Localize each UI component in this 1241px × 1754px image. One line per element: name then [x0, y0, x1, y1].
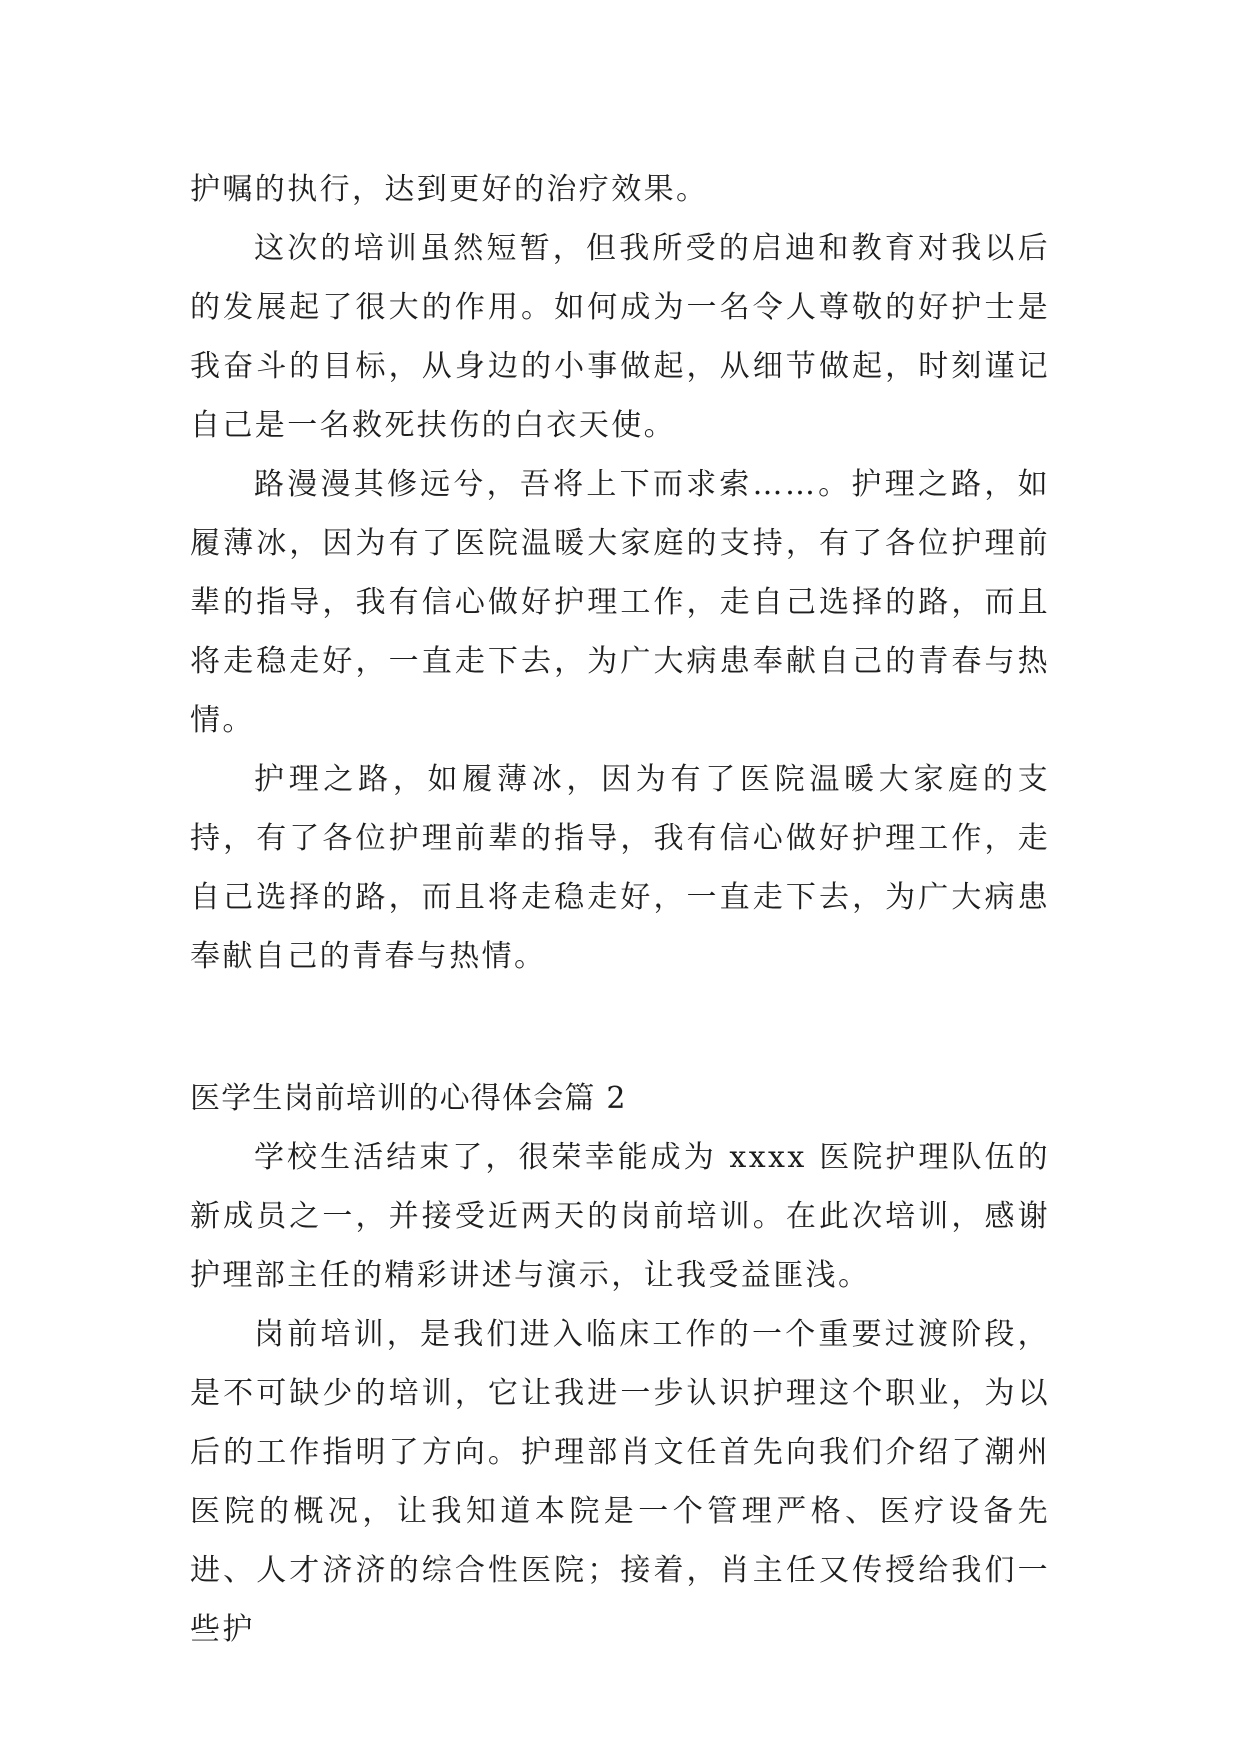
paragraph-continuation: 护嘱的执行，达到更好的治疗效果。 — [190, 172, 709, 207]
paragraph-nursing-path: 护理之路，如履薄冰，因为有了医院温暖大家庭的支持，有了各位护理前辈的指导，我有信心做好护理工作，走自己选择的路，而且将走稳走好，一直走下去，为广大病患奉献自己的青春与热情。 — [190, 762, 1050, 974]
paragraph-school-life-ends: 学校生活结束了，很荣幸能成为 xxxx 医院护理队伍的新成员之一，并接受近两天的岗前培训。在此次培训，感谢护理部主任的精彩讲述与演示，让我受益匪浅。 — [190, 1140, 1050, 1293]
paragraph-long-road: 路漫漫其修远兮，吾将上下而求索……。护理之路，如履薄冰，因为有了医院温暖大家庭的支持，有了各位护理前辈的指导，我有信心做好护理工作，走自己选择的路，而且将走稳走好，一直走下去，为广大病患奉献自己的青春与热情。 — [190, 467, 1050, 738]
section-title: 医学生岗前培训的心得体会篇 2 — [190, 1081, 627, 1116]
document-body — [190, 160, 1050, 1659]
paragraph-training-reflection: 这次的培训虽然短暂，但我所受的启迪和教育对我以后的发展起了很大的作用。如何成为一名令人尊敬的好护士是我奋斗的目标，从身边的小事做起，从细节做起，时刻谨记自己是一名救死扶伤的白衣天使。 — [190, 231, 1050, 443]
paragraph-pre-job-training: 岗前培训，是我们进入临床工作的一个重要过渡阶段，是不可缺少的培训，它让我进一步认识护理这个职业，为以后的工作指明了方向。护理部肖文任首先向我们介绍了潮州医院的概况，让我知道本院是一个管理严格、医疗设备先进、人才济济的综合性医院；接着，肖主任又传授给我们一些护 — [190, 1317, 1050, 1647]
